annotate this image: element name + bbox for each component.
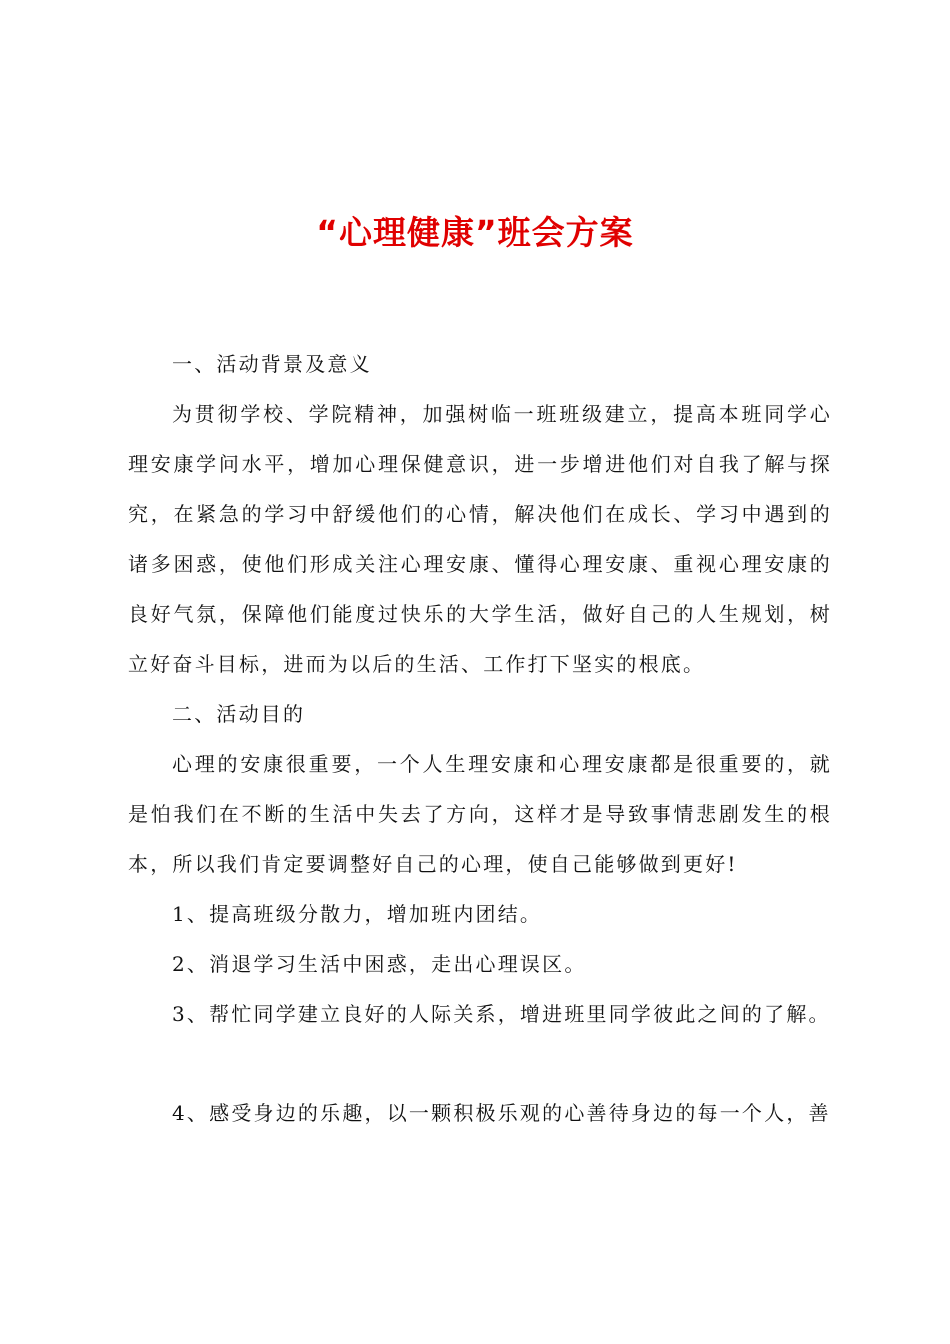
document-title: “心理健康”班会方案	[316, 213, 634, 252]
list-item-4: 4、感受身边的乐趣，以一颗积极乐观的心善待身边的每一个人，善	[172, 1101, 831, 1125]
list-item-3: 3、帮忙同学建立良好的人际关系，增进班里同学彼此之间的了解。	[172, 1002, 831, 1026]
paragraph-background: 为贯彻学校、学院精神，加强树临一班班级建立，提高本班同学心理安康学问水平，增加心理保健意识，进一步增进他们对自我了解与探究，在紧急的学习中舒缓他们的心情，解决他们在成长、学习中遇到的诸多困惑，使他们形成关注心理安康、懂得心理安康、重视心理安康的良好气氛，保障他们能度过快乐的大学生活，做好自己的人生规划，树立好奋斗目标，进而为以后的生活、工作打下坚实的根底。	[128, 402, 832, 676]
list-item-1: 1、提高班级分散力，增加班内团结。	[172, 902, 543, 926]
document-body-bottom	[128, 1088, 832, 1138]
list-item-2: 2、消退学习生活中困惑，走出心理误区。	[172, 952, 587, 976]
document-body-top	[128, 339, 832, 1039]
paragraph-purpose: 心理的安康很重要，一个人生理安康和心理安康都是很重要的，就是怕我们在不断的生活中失去了方向，这样才是导致事情悲剧发生的根本，所以我们肯定要调整好自己的心理，使自己能够做到更好!	[128, 752, 832, 876]
section-heading-background: 一、活动背景及意义	[172, 352, 372, 376]
section-heading-purpose: 二、活动目的	[172, 702, 306, 726]
